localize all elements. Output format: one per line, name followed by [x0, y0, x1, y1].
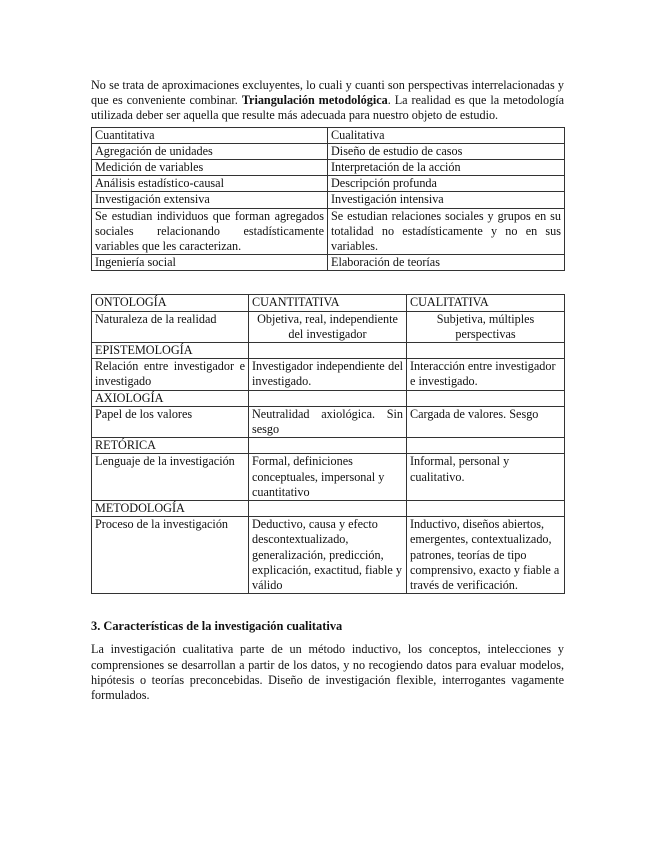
table-cell: Inductivo, diseños abiertos, emergentes, contextualizado, patrones, teorías de tipo comprensivo, exacto y fiable a través de verificación.	[407, 517, 565, 594]
table-cell: Ingeniería social	[92, 255, 328, 271]
paradigm-table	[91, 294, 565, 594]
section-row	[92, 390, 565, 406]
intro-text-before: No se trata de aproximaciones excluyentes, lo cuali y cuanti son perspectivas interrelacionadas y que es conveniente combinar.	[91, 78, 564, 108]
section-row	[92, 343, 565, 359]
table-cell: Proceso de la investigación	[92, 517, 249, 594]
empty-cell	[407, 501, 565, 517]
table-cell: Investigación extensiva	[92, 192, 328, 208]
table-header-row	[92, 295, 565, 311]
comparison-table	[91, 127, 565, 272]
table-cell: Neutralidad axiológica. Sin sesgo	[249, 406, 407, 437]
section-body-paragraph: La investigación cualitativa parte de un método inductivo, los conceptos, intelecciones y comprensiones se desarrollan a partir de los datos, y no recogiendo datos para evaluar modelos, hipótesis o teorías preconcebidas. Diseño de investigación flexible, interrogantes vagamente formulados.	[91, 642, 564, 702]
intro-text-after: . La realidad es que la metodología utilizada deber ser aquella que resulte más adecuada para nuestro objeto de estudio.	[91, 93, 564, 123]
header-cuantitativa: CUANTITATIVA	[249, 295, 407, 311]
table-cell: Interpretación de la acción	[328, 160, 565, 176]
empty-cell	[249, 438, 407, 454]
section-heading: 3. Características de la investigación cualitativa	[91, 619, 343, 634]
table-cell: Investigador independiente del investigado.	[249, 359, 407, 390]
table-cell: Análisis estadístico-causal	[92, 176, 328, 192]
table-row	[92, 406, 565, 437]
table-row	[92, 311, 565, 342]
table-cell: Diseño de estudio de casos	[328, 143, 565, 159]
table-row	[92, 160, 565, 176]
table-row	[92, 359, 565, 390]
table-cell: Subjetiva, múltiples perspectivas	[407, 311, 565, 342]
empty-cell	[407, 343, 565, 359]
section-row	[92, 438, 565, 454]
document-page	[91, 78, 564, 703]
table-cell: Naturaleza de la realidad	[92, 311, 249, 342]
table-cell: Cargada de valores. Sesgo	[407, 406, 565, 437]
intro-bold-term: Triangulación metodológica	[241, 93, 388, 108]
table-header-row	[92, 127, 565, 143]
table-cell: Papel de los valores	[92, 406, 249, 437]
table-row	[92, 176, 565, 192]
table-row	[92, 208, 565, 255]
table-cell: Agregación de unidades	[92, 143, 328, 159]
table-row	[92, 192, 565, 208]
table-row	[92, 143, 565, 159]
table-cell: Informal, personal y cualitativo.	[407, 454, 565, 501]
empty-cell	[407, 390, 565, 406]
table-cell: Se estudian relaciones sociales y grupos en su totalidad no estadísticamente y no en sus variables.	[328, 208, 565, 255]
intro-paragraph	[91, 78, 564, 124]
table-row	[92, 255, 565, 271]
header-cualitativa: CUALITATIVA	[407, 295, 565, 311]
table-cell: Descripción profunda	[328, 176, 565, 192]
empty-cell	[249, 390, 407, 406]
section-label-epistemologia: EPISTEMOLOGÍA	[92, 343, 249, 359]
table-row	[92, 517, 565, 594]
header-ontologia: ONTOLOGÍA	[92, 295, 249, 311]
table-cell: Formal, definiciones conceptuales, impersonal y cuantitativo	[249, 454, 407, 501]
table-cell: Objetiva, real, independiente del investigador	[249, 311, 407, 342]
empty-cell	[407, 438, 565, 454]
empty-cell	[249, 501, 407, 517]
empty-cell	[249, 343, 407, 359]
table-cell: Deductivo, causa y efecto descontextualizado, generalización, predicción, explicación, exactitud, fiable y válido	[249, 517, 407, 594]
table-cell: Medición de variables	[92, 160, 328, 176]
table-cell: Lenguaje de la investigación	[92, 454, 249, 501]
table-cell: Relación entre investigador e investigado	[92, 359, 249, 390]
header-cualitativa: Cualitativa	[328, 127, 565, 143]
table-cell: Se estudian individuos que forman agregados sociales relacionando estadísticamente variables que les caracterizan.	[92, 208, 328, 255]
section-label-axiologia: AXIOLOGÍA	[92, 390, 249, 406]
table-cell: Investigación intensiva	[328, 192, 565, 208]
header-cuantitativa: Cuantitativa	[92, 127, 328, 143]
section-row	[92, 501, 565, 517]
table-cell: Elaboración de teorías	[328, 255, 565, 271]
section-label-retorica: RETÓRICA	[92, 438, 249, 454]
section-label-metodologia: METODOLOGÍA	[92, 501, 249, 517]
table-cell: Interacción entre investigador e investigado.	[407, 359, 565, 390]
table-row	[92, 454, 565, 501]
